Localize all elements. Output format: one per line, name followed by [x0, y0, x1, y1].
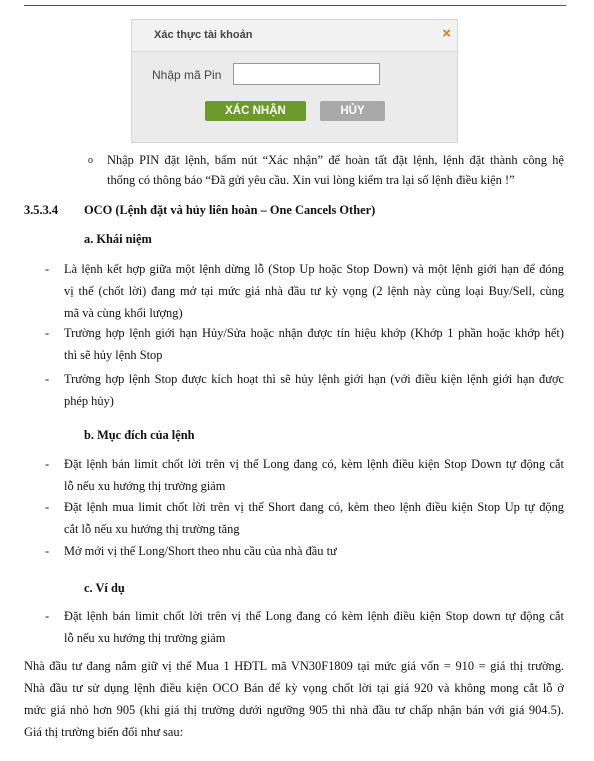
list-bullet: -: [45, 326, 50, 340]
list-bullet: -: [45, 544, 50, 558]
list-bullet: -: [45, 262, 50, 276]
concept-heading: a. Khái niệm: [84, 232, 152, 246]
paragraph-line: Giá thị trường biến đổi như sau:: [24, 725, 184, 739]
paragraph-line: Nhà đầu tư đang nắm giữ vị thế Mua 1 HĐTL mã VN30F1809 tại mức giá vốn = 910 = giá thị trường.: [24, 659, 564, 673]
list-item-line: phép hủy): [64, 394, 114, 408]
pin-input[interactable]: [233, 63, 380, 85]
list-bullet: -: [45, 457, 50, 471]
pin-dialog: [131, 19, 458, 143]
list-item-line: Đặt lệnh mua limit chốt lời trên vị thế Short đang có, kèm theo lệnh điều kiện Stop Up tự động: [64, 500, 564, 514]
list-item-line: cắt lỗ nếu xu hướng thị trường tăng: [64, 522, 240, 536]
list-bullet: -: [45, 609, 50, 623]
example-heading: c. Ví dụ: [84, 581, 125, 595]
section-title: OCO (Lệnh đặt và hủy liên hoàn – One Cancels Other): [84, 203, 376, 217]
list-item-line: vị thế (chốt lời) đang mở tại mức giá nhà đầu tư kỳ vọng (2 lệnh này cùng loại Buy/Sell, cùng: [64, 284, 564, 298]
cancel-button[interactable]: HỦY: [320, 101, 385, 121]
section-number: 3.5.3.4: [24, 203, 59, 217]
list-item-line: Mở mới vị thế Long/Short theo nhu cầu của nhà đầu tư: [64, 544, 337, 558]
list-item-line: mã và cùng khối lượng): [64, 306, 183, 320]
pin-step-line-2: thống có thông báo “Đã gửi yêu cầu. Xin vui lòng kiểm tra lại số lệnh điều kiện !”: [107, 173, 515, 187]
dialog-header: [132, 20, 457, 52]
paragraph-line: Nhà đầu tư sử dụng lệnh điều kiện OCO Bán để kỳ vọng chốt lời tại giá 920 và không mong cắt lỗ ở: [24, 681, 564, 695]
pin-step-line-1: Nhập PIN đặt lệnh, bấm nút “Xác nhận” để hoàn tất đặt lệnh, lệnh đặt thành công hệ: [107, 153, 564, 167]
list-item-line: lỗ nếu xu hướng thị trường giảm: [64, 631, 226, 645]
list-item-line: Trường hợp lệnh giới hạn Hủy/Sửa hoặc nhận được tín hiệu khớp (Khớp 1 phần hoặc khớp hết): [64, 326, 564, 340]
list-bullet: -: [45, 500, 50, 514]
list-item-line: thì sẽ hủy lệnh Stop: [64, 348, 163, 362]
header-rule: [24, 5, 566, 6]
confirm-button[interactable]: XÁC NHẬN: [205, 101, 306, 121]
list-item-line: Trường hợp lệnh Stop được kích hoạt thì sẽ hủy lệnh giới hạn (với điều kiện lệnh giới hạn được: [64, 372, 564, 386]
pin-label: Nhập mã Pin: [152, 68, 222, 82]
purpose-heading: b. Mục đích của lệnh: [84, 428, 195, 442]
list-item-line: Là lệnh kết hợp giữa một lệnh dừng lỗ (Stop Up hoặc Stop Down) và một lệnh giới hạn để đóng: [64, 262, 564, 276]
paragraph-line: mức giá nhỏ hơn 905 (khi giá thị trường dưới ngưỡng 905 thì nhà đầu tư chấp nhận bán với giá 904.5).: [24, 703, 564, 717]
list-item-line: Đặt lệnh bán limit chốt lời trên vị thế Long đang có kèm lệnh điều kiện Stop down tự động cắt: [64, 609, 564, 623]
list-item-line: Đặt lệnh bán limit chốt lời trên vị thế Long đang có, kèm lệnh điều kiện Stop Down tự động cắt: [64, 457, 564, 471]
dialog-title: Xác thực tài khoản: [154, 29, 253, 41]
list-bullet: -: [45, 372, 50, 386]
close-icon[interactable]: ×: [442, 25, 451, 42]
sub-bullet: o: [88, 155, 93, 166]
list-item-line: lỗ nếu xu hướng thị trường giảm: [64, 479, 226, 493]
